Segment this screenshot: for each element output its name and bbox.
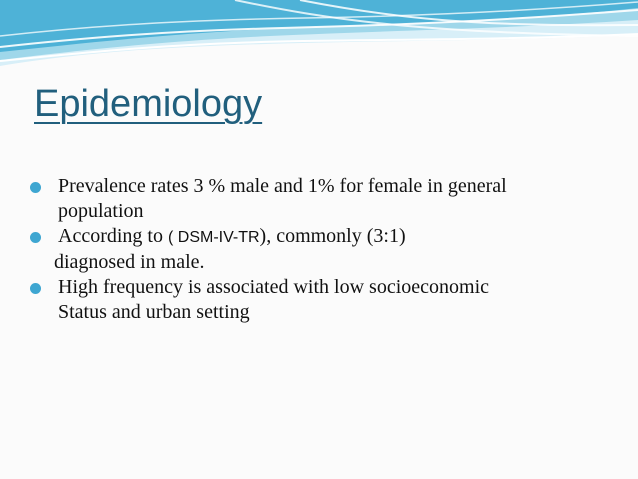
dsm-bullet-source: ( DSM-IV-TR <box>167 229 260 246</box>
slide-bullet-list <box>26 174 606 325</box>
dsm-bullet <box>26 224 606 250</box>
socioeconomic-bullet-line-1: High frequency is associated with low socioeconomic <box>58 276 489 298</box>
socioeconomic-bullet-line-2: Status and urban setting <box>58 301 250 323</box>
prevalence-bullet <box>26 174 606 224</box>
dsm-bullet-prefix: According to <box>58 225 168 247</box>
socioeconomic-bullet <box>26 275 606 325</box>
prevalence-bullet-line-1: Prevalence rates 3 % male and 1% for female in general <box>58 175 507 197</box>
prevalence-bullet-line-2: population <box>58 200 144 222</box>
decorative-wave-header <box>0 0 638 80</box>
dsm-bullet-continuation: diagnosed in male. <box>54 251 205 273</box>
dsm-bullet-ratio: ), commonly (3:1) <box>259 225 406 247</box>
slide-title: Epidemiology <box>34 83 263 125</box>
